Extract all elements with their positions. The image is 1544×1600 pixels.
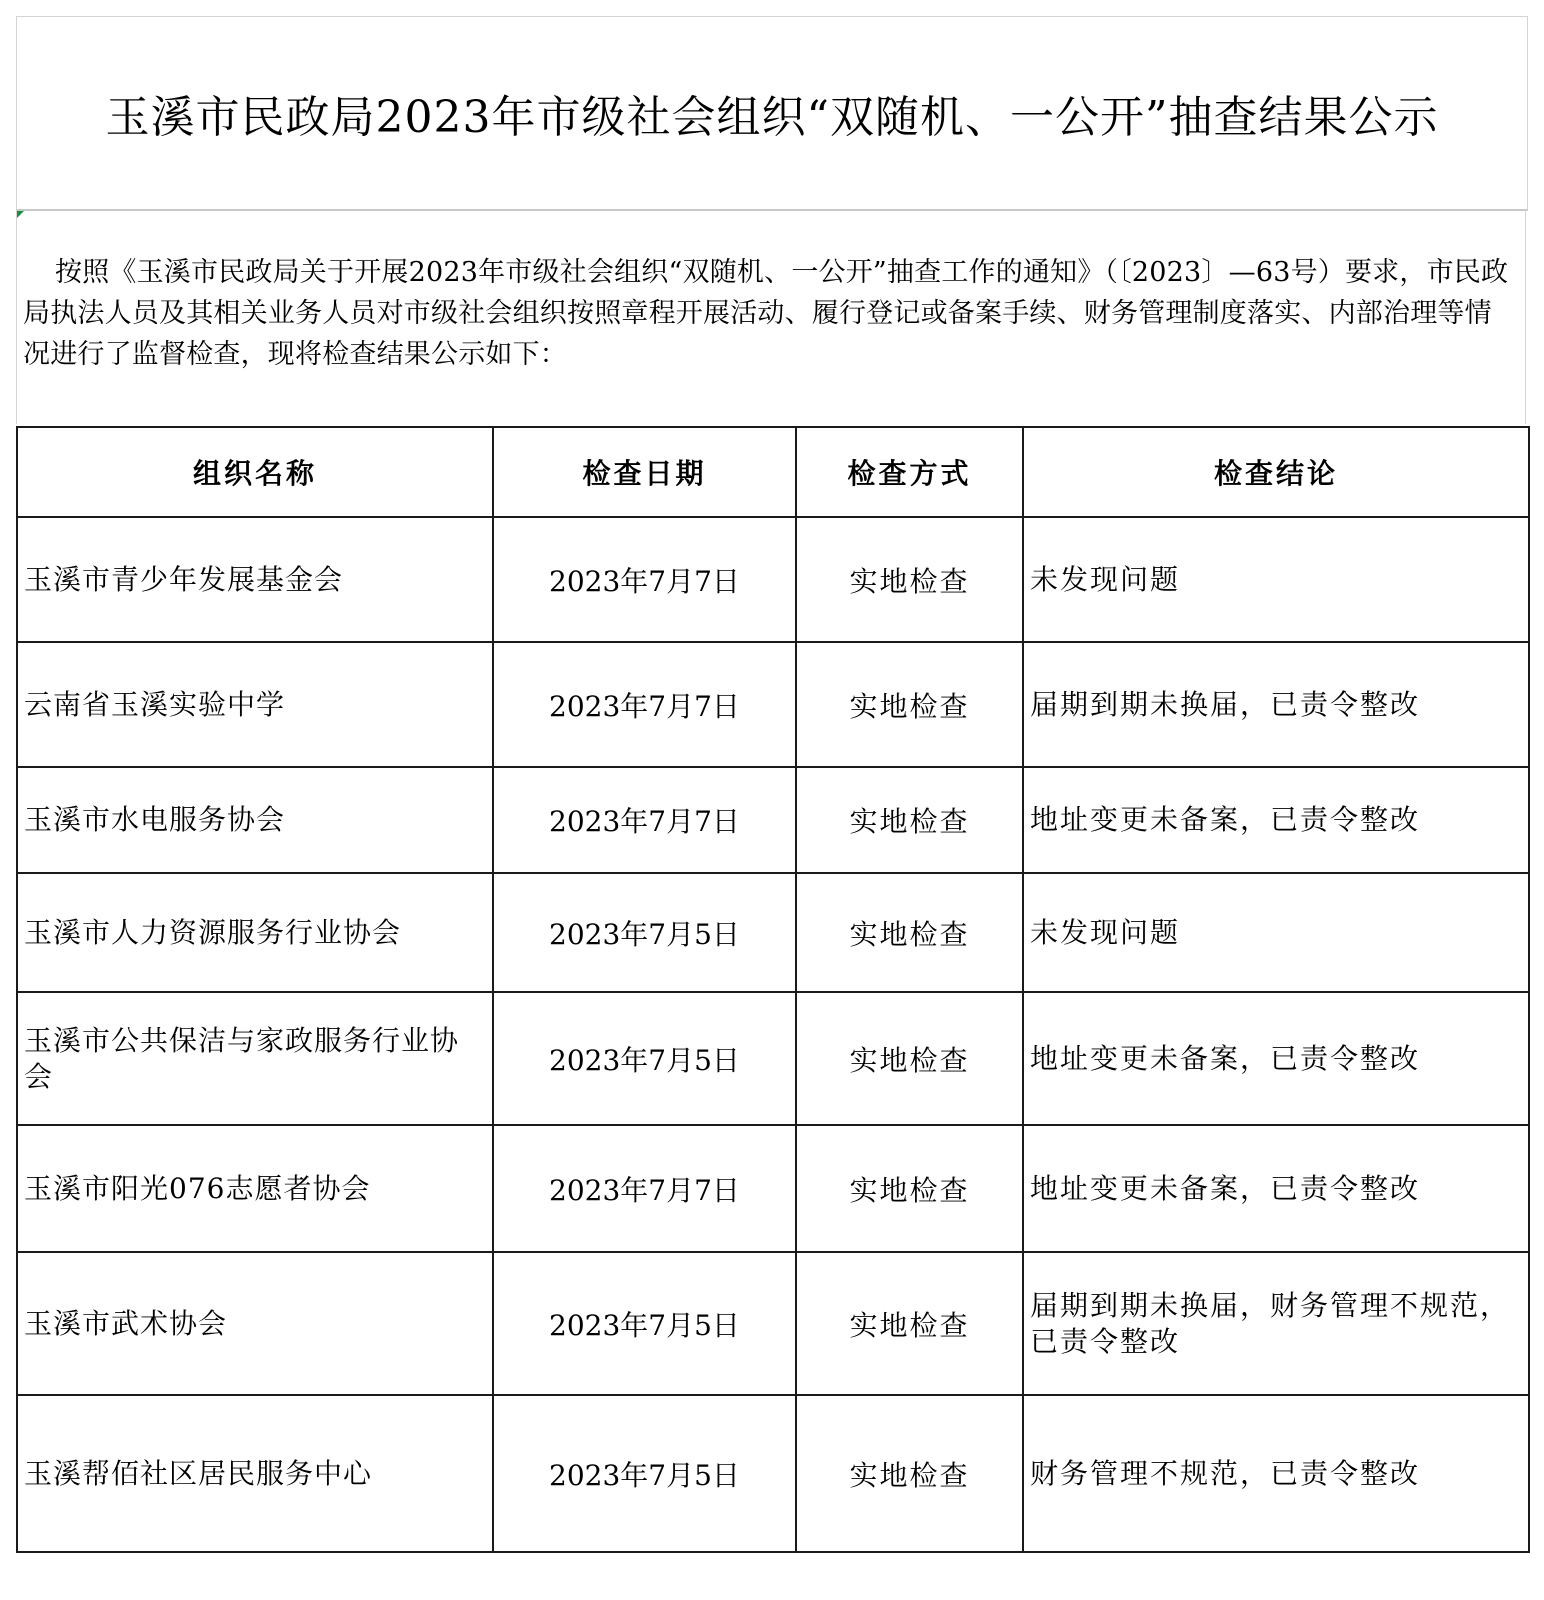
table-row — [17, 642, 1529, 767]
org-name-cell[interactable]: 玉溪市青少年发展基金会 — [17, 517, 493, 642]
method-cell[interactable]: 实地检查 — [796, 1252, 1023, 1395]
date-cell[interactable]: 2023年7月7日 — [493, 1125, 796, 1252]
result-cell[interactable]: 未发现问题 — [1023, 873, 1529, 992]
inspection-results-table — [16, 426, 1530, 1553]
org-name-cell[interactable]: 玉溪市公共保洁与家政服务行业协会 — [17, 992, 493, 1125]
table-header-row — [17, 427, 1529, 517]
org-name-cell[interactable]: 玉溪市人力资源服务行业协会 — [17, 873, 493, 992]
result-cell[interactable]: 地址变更未备案，已责令整改 — [1023, 992, 1529, 1125]
table-row — [17, 1125, 1529, 1252]
date-cell[interactable]: 2023年7月5日 — [493, 992, 796, 1125]
org-name-cell[interactable]: 云南省玉溪实验中学 — [17, 642, 493, 767]
table-row — [17, 1252, 1529, 1395]
intro-paragraph: 按照《玉溪市民政局关于开展2023年市级社会组织“双随机、一公开”抽查工作的通知》（〔2023〕—63号）要求，市民政局执法人员及其相关业务人员对市级社会组织按照章程开展活动、履行登记或备案手续、财务管理制度落实、内部治理等情况进行了监督检查，现将检查结果公示如下： — [23, 257, 1509, 370]
org-name-cell[interactable]: 玉溪市阳光076志愿者协会 — [17, 1125, 493, 1252]
table-row — [17, 517, 1529, 642]
header-inspection-method[interactable]: 检查方式 — [796, 427, 1023, 517]
result-cell[interactable]: 地址变更未备案，已责令整改 — [1023, 767, 1529, 873]
table-row — [17, 1395, 1529, 1552]
spreadsheet-sheet — [16, 16, 1528, 1584]
header-org-name[interactable]: 组织名称 — [17, 427, 493, 517]
page-title: 玉溪市民政局2023年市级社会组织“双随机、一公开”抽查结果公示 — [105, 92, 1439, 143]
method-cell[interactable]: 实地检查 — [796, 642, 1023, 767]
header-inspection-result[interactable]: 检查结论 — [1023, 427, 1529, 517]
method-cell[interactable]: 实地检查 — [796, 1395, 1023, 1552]
result-cell[interactable]: 届期到期未换届，已责令整改 — [1023, 642, 1529, 767]
org-name-cell[interactable]: 玉溪市水电服务协会 — [17, 767, 493, 873]
date-cell[interactable]: 2023年7月7日 — [493, 517, 796, 642]
result-cell[interactable]: 未发现问题 — [1023, 517, 1529, 642]
table-row — [17, 767, 1529, 873]
result-cell[interactable]: 届期到期未换届，财务管理不规范，已责令整改 — [1023, 1252, 1529, 1395]
method-cell[interactable]: 实地检查 — [796, 517, 1023, 642]
date-cell[interactable]: 2023年7月7日 — [493, 642, 796, 767]
org-name-cell[interactable]: 玉溪市武术协会 — [17, 1252, 493, 1395]
title-cell[interactable] — [16, 16, 1528, 211]
table-row — [17, 992, 1529, 1125]
method-cell[interactable]: 实地检查 — [796, 767, 1023, 873]
org-name-cell[interactable]: 玉溪帮佰社区居民服务中心 — [17, 1395, 493, 1552]
header-inspection-date[interactable]: 检查日期 — [493, 427, 796, 517]
method-cell[interactable]: 实地检查 — [796, 873, 1023, 992]
result-cell[interactable]: 财务管理不规范，已责令整改 — [1023, 1395, 1529, 1552]
date-cell[interactable]: 2023年7月5日 — [493, 873, 796, 992]
table-row — [17, 873, 1529, 992]
intro-cell[interactable] — [16, 210, 1526, 424]
date-cell[interactable]: 2023年7月7日 — [493, 767, 796, 873]
method-cell[interactable]: 实地检查 — [796, 992, 1023, 1125]
date-cell[interactable]: 2023年7月5日 — [493, 1252, 796, 1395]
date-cell[interactable]: 2023年7月5日 — [493, 1395, 796, 1552]
result-cell[interactable]: 地址变更未备案，已责令整改 — [1023, 1125, 1529, 1252]
method-cell[interactable]: 实地检查 — [796, 1125, 1023, 1252]
